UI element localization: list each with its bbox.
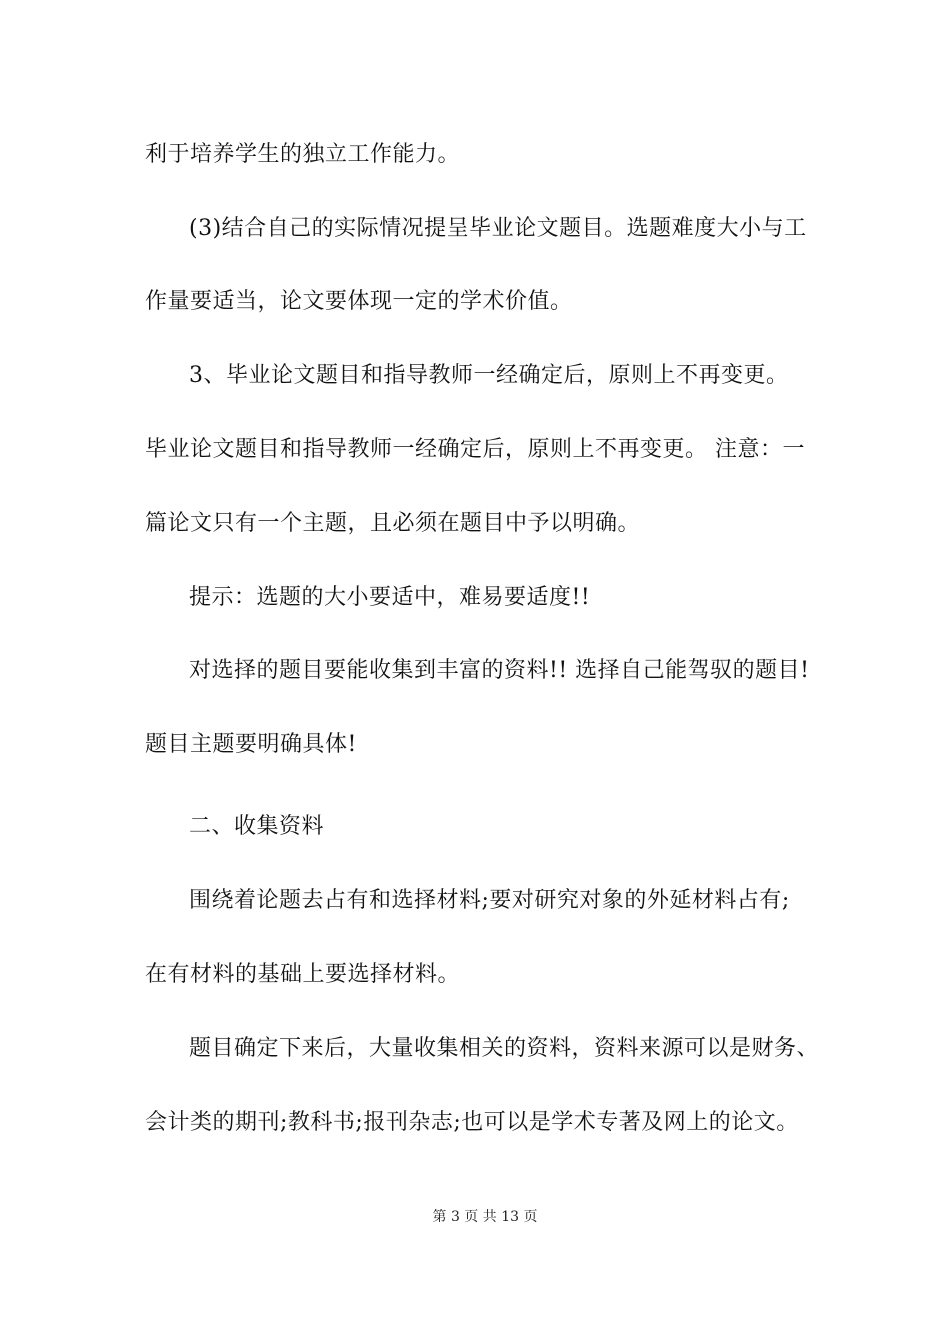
text-line-11: 围绕着论题去占有和选择材料;要对研究对象的外延材料占有; <box>189 888 790 913</box>
text-line-5: 毕业论文题目和指导教师一经确定后，原则上不再变更。 注意：一 <box>145 437 805 462</box>
text-line-1: 利于培养学生的独立工作能力。 <box>145 142 461 167</box>
section-heading: 二、收集资料 <box>189 814 325 839</box>
text-line-4: 3、毕业论文题目和指导教师一经确定后，原则上不再变更。 <box>189 363 789 388</box>
text-line-6: 篇论文只有一个主题，且必须在题目中予以明确。 <box>145 511 641 536</box>
text-line-8: 对选择的题目要能收集到丰富的资料!! 选择自己能驾驭的题目! <box>189 658 810 683</box>
text-line-3: 作量要适当，论文要体现一定的学术价值。 <box>145 289 573 314</box>
text-line-12: 在有材料的基础上要选择材料。 <box>145 962 461 987</box>
page-number-footer: 第 3 页 共 13 页 <box>432 1209 538 1225</box>
text-line-2: (3)结合自己的实际情况提呈毕业论文题目。选题难度大小与工 <box>189 216 807 241</box>
text-line-13: 题目确定下来后，大量收集相关的资料，资料来源可以是财务、 <box>189 1036 820 1061</box>
text-line-7: 提示：选题的大小要适中，难易要适度!! <box>189 585 591 610</box>
text-line-9: 题目主题要明确具体! <box>145 732 357 757</box>
text-line-14: 会计类的期刊;教科书;报刊杂志;也可以是学术专著及网上的论文。 <box>145 1110 799 1135</box>
